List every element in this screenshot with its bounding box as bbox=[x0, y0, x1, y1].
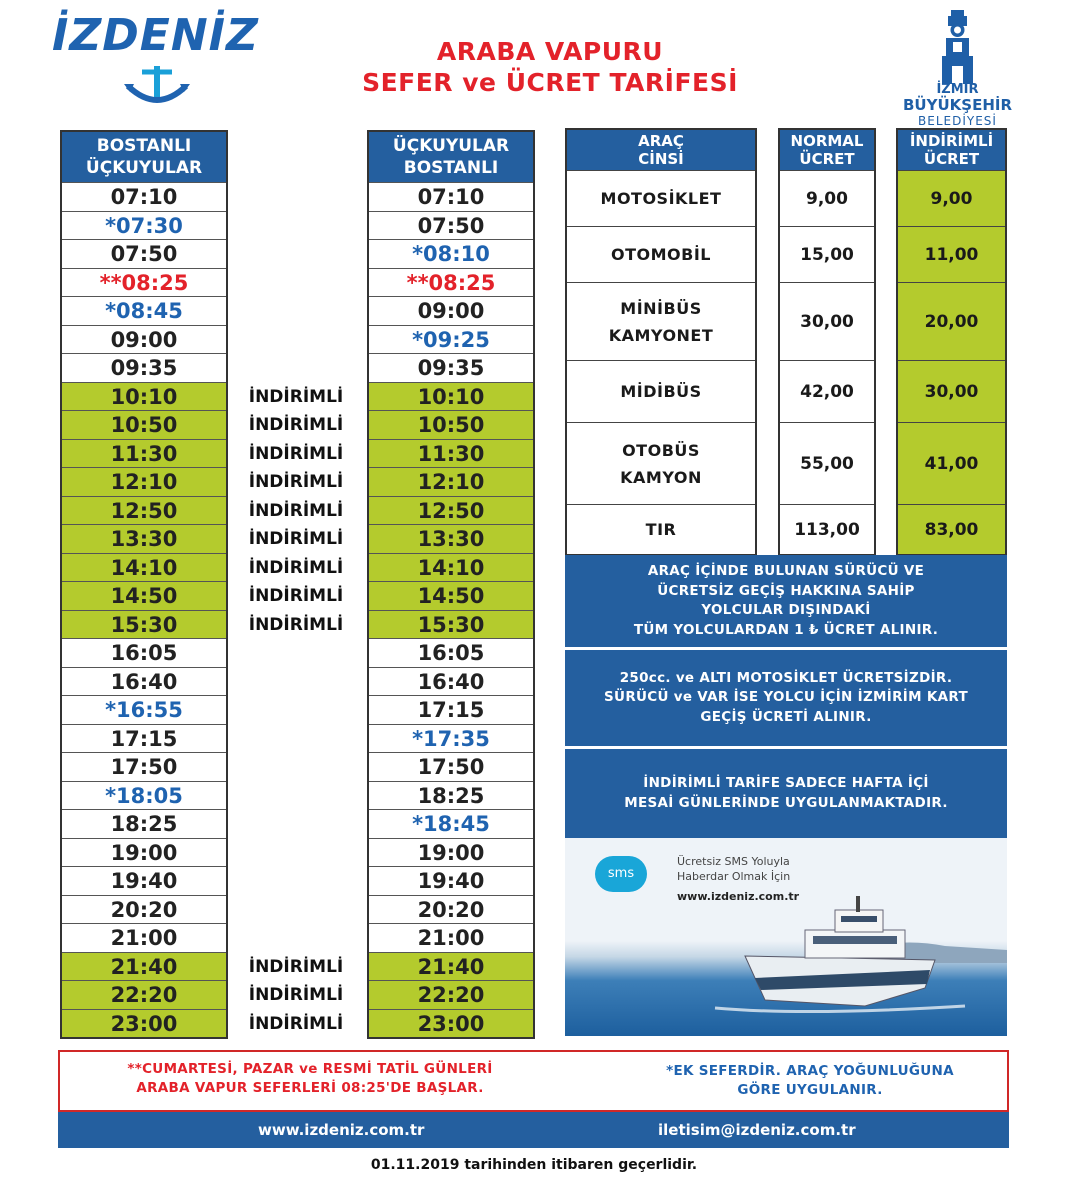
discount-label: İNDİRİMLİ bbox=[248, 586, 344, 606]
weekend-note-line2: ARABA VAPUR SEFERLERİ 08:25'DE BAŞLAR. bbox=[136, 1080, 484, 1096]
schedule-time-row: 19:00 bbox=[369, 838, 533, 867]
schedule-time-row: 11:30 bbox=[62, 439, 226, 468]
fare-normal-price: 30,00 bbox=[780, 282, 874, 360]
schedule-time-row: 18:25 bbox=[369, 781, 533, 810]
fare-vehicle-type bbox=[567, 170, 755, 226]
schedule-time-row: 19:40 bbox=[62, 866, 226, 895]
notes-box bbox=[58, 1050, 1009, 1112]
schedule-bostanli-uckuyular bbox=[60, 130, 228, 1039]
title-line2: SEFER ve ÜCRET TARİFESİ bbox=[362, 68, 738, 97]
schedule-time-row: 16:40 bbox=[62, 667, 226, 696]
fare-vehicle-type-line2: KAMYONET bbox=[608, 325, 714, 345]
weekend-note-line1: **CUMARTESİ, PAZAR ve RESMİ TATİL GÜNLERİ bbox=[127, 1061, 493, 1077]
extra-trip-note-line2: GÖRE UYGULANIR. bbox=[737, 1082, 883, 1098]
fare-discount-header-line2: ÜCRET bbox=[923, 150, 980, 168]
fare-vehicle-type-line1: TIR bbox=[645, 520, 677, 539]
fare-normal-price: 42,00 bbox=[780, 360, 874, 422]
schedule-time-row: 21:00 bbox=[62, 923, 226, 952]
fare-normal-price: 113,00 bbox=[780, 504, 874, 554]
fare-discount-price: 9,00 bbox=[898, 170, 1005, 226]
discount-label: İNDİRİMLİ bbox=[248, 614, 344, 635]
schedule-time-row: 20:20 bbox=[62, 895, 226, 924]
schedule-time-row: 21:00 bbox=[369, 923, 533, 952]
info-line: İNDİRİMLİ TARİFE SADECE HAFTA İÇİ bbox=[643, 775, 929, 791]
fare-normal-header-line2: ÜCRET bbox=[799, 150, 855, 168]
schedule-time-row: 21:40 bbox=[62, 952, 226, 981]
schedule-time-row: 23:00 bbox=[62, 1009, 226, 1038]
fare-normal-column bbox=[778, 128, 876, 556]
schedule-time-row: *18:05 bbox=[62, 781, 226, 810]
schedule-time-row: 14:10 bbox=[369, 553, 533, 582]
schedule-time-row: 17:50 bbox=[369, 752, 533, 781]
schedule-header-from: ÜÇKUYULAR bbox=[392, 136, 510, 156]
discount-label: İNDİRİMLİ bbox=[248, 985, 344, 1005]
fare-vehicle-type-line1: MİNİBÜS bbox=[620, 298, 702, 318]
schedule-time-row: 07:50 bbox=[369, 211, 533, 240]
fare-vehicle-type bbox=[567, 360, 755, 422]
ferry-illustration bbox=[565, 838, 1007, 1036]
municipality-logo bbox=[900, 8, 1015, 130]
info-line: 250cc. ve ALTI MOTOSİKLET ÜCRETSİZDİR. bbox=[619, 669, 953, 686]
fare-discount-header-line1: İNDİRİMLİ bbox=[909, 132, 994, 150]
fare-vehicle-type bbox=[567, 282, 755, 360]
schedule-time-row: **08:25 bbox=[62, 268, 226, 297]
discount-label: İNDİRİMLİ bbox=[248, 500, 344, 521]
schedule-time-row: 07:10 bbox=[369, 182, 533, 211]
discount-label: İNDİRİMLİ bbox=[248, 529, 344, 549]
info-line: SÜRÜCÜ ve VAR İSE YOLCU İÇİN İZMİRİM KART bbox=[604, 689, 968, 706]
schedule-time-row: *08:10 bbox=[369, 239, 533, 268]
schedule-time-row: 22:20 bbox=[369, 980, 533, 1009]
fare-type-header-line1: ARAÇ bbox=[638, 132, 684, 150]
info-box-motorcycle bbox=[565, 650, 1007, 746]
schedule-time-row: 19:40 bbox=[369, 866, 533, 895]
info-box-passenger-fee bbox=[565, 555, 1007, 647]
schedule-time-row: 09:35 bbox=[369, 353, 533, 382]
schedule-time-row: 17:15 bbox=[62, 724, 226, 753]
schedule-time-row: 11:30 bbox=[369, 439, 533, 468]
fare-discount-price: 20,00 bbox=[898, 282, 1005, 360]
schedule-time-row: 15:30 bbox=[369, 610, 533, 639]
municipality-line2: BÜYÜKŞEHİR bbox=[902, 96, 1012, 114]
discount-label: İNDİRİMLİ bbox=[248, 557, 344, 578]
validity-date: 01.11.2019 tarihinden itibaren geçerlidir. bbox=[370, 1157, 698, 1173]
municipality-line1: İZMİR bbox=[936, 82, 979, 97]
izdeniz-logo bbox=[52, 10, 259, 110]
schedule-time-row: 13:30 bbox=[62, 524, 226, 553]
schedule-header-from: BOSTANLI bbox=[96, 136, 192, 156]
fare-vehicle-type-line1: OTOBÜS bbox=[622, 440, 700, 460]
fare-discount-price: 11,00 bbox=[898, 226, 1005, 282]
municipality-line3: BELEDİYESİ bbox=[918, 114, 997, 128]
weekend-note bbox=[60, 1060, 560, 1098]
discount-label: İNDİRİMLİ bbox=[248, 956, 344, 977]
schedule-time-row: 13:30 bbox=[369, 524, 533, 553]
discount-label: İNDİRİMLİ bbox=[248, 1013, 344, 1034]
fare-vehicle-type-line2: KAMYON bbox=[620, 467, 702, 487]
fare-discount-header bbox=[898, 130, 1005, 170]
schedule-time-row: 23:00 bbox=[369, 1009, 533, 1038]
schedule-time-row: 07:50 bbox=[62, 239, 226, 268]
schedule-header bbox=[369, 132, 533, 182]
schedule-time-row: 09:00 bbox=[369, 296, 533, 325]
schedule-time-row: 14:50 bbox=[62, 581, 226, 610]
fare-vehicle-type bbox=[567, 504, 755, 554]
info-line: MESAİ GÜNLERİNDE UYGULANMAKTADIR. bbox=[624, 794, 948, 811]
schedule-time-row: 20:20 bbox=[369, 895, 533, 924]
clock-tower-icon bbox=[900, 8, 1015, 88]
info-line: ARAÇ İÇİNDE BULUNAN SÜRÜCÜ VE bbox=[647, 563, 925, 579]
ferry-photo-ad bbox=[565, 838, 1007, 1036]
fare-discount-price: 83,00 bbox=[898, 504, 1005, 554]
fare-discount-price: 41,00 bbox=[898, 422, 1005, 504]
schedule-time-row: 10:50 bbox=[62, 410, 226, 439]
schedule-time-row: 21:40 bbox=[369, 952, 533, 981]
fare-discount-column bbox=[896, 128, 1007, 556]
schedule-time-row: 16:40 bbox=[369, 667, 533, 696]
brand-name: İZDENİZ bbox=[52, 10, 259, 61]
sms-text-line2: Haberdar Olmak İçin bbox=[677, 870, 791, 883]
sms-url: www.izdeniz.com.tr bbox=[677, 890, 800, 903]
discount-label: İNDİRİMLİ bbox=[248, 443, 344, 464]
info-line: TÜM YOLCULARDAN 1 ₺ ÜCRET ALINIR. bbox=[633, 621, 939, 638]
fare-vehicle-type bbox=[567, 422, 755, 504]
fare-vehicle-type bbox=[567, 226, 755, 282]
schedule-time-row: *09:25 bbox=[369, 325, 533, 354]
schedule-time-row: 18:25 bbox=[62, 809, 226, 838]
fare-normal-price: 15,00 bbox=[780, 226, 874, 282]
email-link[interactable]: iletisim@izdeniz.com.tr bbox=[658, 1121, 856, 1139]
extra-trip-note-line1: *EK SEFERDİR. ARAÇ YOĞUNLUĞUNA bbox=[666, 1063, 954, 1079]
schedule-time-row: 15:30 bbox=[62, 610, 226, 639]
schedule-time-row: 12:50 bbox=[62, 496, 226, 525]
page-title bbox=[300, 36, 800, 98]
fare-normal-price: 55,00 bbox=[780, 422, 874, 504]
schedule-header-to: BOSTANLI bbox=[403, 158, 499, 178]
info-line: ÜCRETSİZ GEÇİŞ HAKKINA SAHİP bbox=[657, 582, 915, 599]
schedule-time-row: 16:05 bbox=[369, 638, 533, 667]
schedule-time-row: 12:10 bbox=[369, 467, 533, 496]
schedule-time-row: 22:20 bbox=[62, 980, 226, 1009]
fare-normal-header-line1: NORMAL bbox=[790, 132, 864, 150]
schedule-time-row: 09:35 bbox=[62, 353, 226, 382]
sms-text-line1: Ücretsiz SMS Yoluyla bbox=[677, 855, 790, 868]
fare-normal-price: 9,00 bbox=[780, 170, 874, 226]
schedule-time-row: *17:35 bbox=[369, 724, 533, 753]
discount-label: İNDİRİMLİ bbox=[248, 386, 344, 407]
website-link[interactable]: www.izdeniz.com.tr bbox=[258, 1121, 425, 1139]
schedule-time-row: 10:50 bbox=[369, 410, 533, 439]
schedule-time-row: *18:45 bbox=[369, 809, 533, 838]
fare-vehicle-type-line1: OTOMOBİL bbox=[611, 245, 711, 264]
anchor-icon bbox=[122, 62, 192, 110]
schedule-time-row: 16:05 bbox=[62, 638, 226, 667]
schedule-time-row: 14:10 bbox=[62, 553, 226, 582]
schedule-time-row: 12:50 bbox=[369, 496, 533, 525]
info-box-discount-days bbox=[565, 749, 1007, 838]
extra-trip-note bbox=[620, 1062, 1000, 1100]
schedule-time-row: *08:45 bbox=[62, 296, 226, 325]
info-line: GEÇİŞ ÜCRETİ ALINIR. bbox=[700, 708, 872, 725]
schedule-time-row: **08:25 bbox=[369, 268, 533, 297]
schedule-uckuyular-bostanli bbox=[367, 130, 535, 1039]
fare-vehicle-type-line1: MİDİBÜS bbox=[620, 382, 702, 401]
schedule-time-row: *16:55 bbox=[62, 695, 226, 724]
info-line: YOLCULAR DIŞINDAKİ bbox=[701, 602, 871, 618]
footer-bar bbox=[58, 1112, 1009, 1148]
schedule-time-row: 14:50 bbox=[369, 581, 533, 610]
schedule-header-to: ÜÇKUYULAR bbox=[85, 158, 203, 178]
fare-vehicle-type-line1: MOTOSİKLET bbox=[600, 189, 722, 208]
schedule-time-row: 07:10 bbox=[62, 182, 226, 211]
schedule-time-row: 10:10 bbox=[369, 382, 533, 411]
sms-bubble-icon: sms bbox=[595, 856, 647, 892]
fare-normal-header bbox=[780, 130, 874, 170]
schedule-time-row: 17:15 bbox=[369, 695, 533, 724]
fare-type-header bbox=[567, 130, 755, 170]
fare-vehicle-type-column bbox=[565, 128, 757, 556]
schedule-time-row: *07:30 bbox=[62, 211, 226, 240]
schedule-time-row: 12:10 bbox=[62, 467, 226, 496]
title-line1: ARABA VAPURU bbox=[436, 37, 664, 66]
schedule-time-row: 19:00 bbox=[62, 838, 226, 867]
schedule-header bbox=[62, 132, 226, 182]
discount-label: İNDİRİMLİ bbox=[248, 415, 344, 435]
fare-type-header-line2: CİNSİ bbox=[638, 150, 684, 168]
schedule-time-row: 17:50 bbox=[62, 752, 226, 781]
schedule-time-row: 10:10 bbox=[62, 382, 226, 411]
discount-label: İNDİRİMLİ bbox=[248, 472, 344, 492]
fare-discount-price: 30,00 bbox=[898, 360, 1005, 422]
schedule-time-row: 09:00 bbox=[62, 325, 226, 354]
